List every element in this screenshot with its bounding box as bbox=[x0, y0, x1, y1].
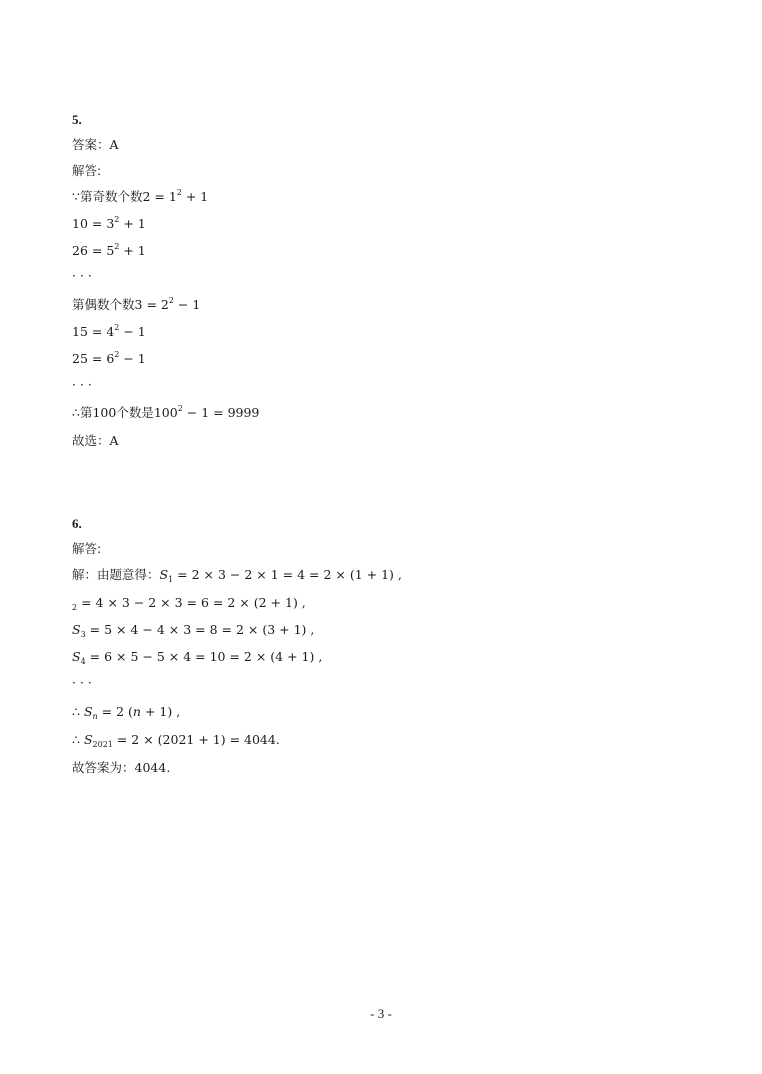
q5-answer-line bbox=[72, 137, 119, 153]
q6-s1-line bbox=[72, 567, 402, 583]
q5-solution-label: 解答: bbox=[72, 163, 102, 178]
q6-final-line bbox=[72, 760, 170, 776]
q6-intro: 解：由题意得： bbox=[72, 567, 160, 582]
q6-solution-label: 解答: bbox=[72, 541, 102, 556]
q5-conc-tail: − 1 = 9999 bbox=[182, 405, 260, 420]
question-5-number: 5. bbox=[72, 112, 82, 127]
q5-line-15 bbox=[72, 324, 146, 340]
q5-conc-base: 100 bbox=[153, 405, 178, 420]
q5-l3-tail: + 1 bbox=[119, 243, 146, 258]
q6-s2021-var: S bbox=[83, 732, 93, 747]
q5-l6-tail: − 1 bbox=[119, 351, 146, 366]
q5-conc-prefix: ∴第 bbox=[72, 405, 93, 420]
q6-s2021-rest: = 2 × (2021 + 1) = 4044. bbox=[112, 732, 280, 747]
q5-answer-label: 答案： bbox=[72, 137, 110, 152]
q5-choose-label: 故选： bbox=[72, 433, 110, 448]
q6-s2021-prefix: ∴ bbox=[72, 732, 84, 747]
q5-l3-base: 26 = 5 bbox=[72, 243, 115, 258]
q5-line-10 bbox=[72, 216, 146, 232]
q6-s1-sub: 1 bbox=[168, 575, 174, 584]
q5-l5-tail: − 1 bbox=[119, 324, 146, 339]
q5-even-base: 3 = 2 bbox=[134, 297, 169, 312]
q6-s4-rest: = 6 × 5 − 5 × 4 = 10 = 2 × (4 + 1) , bbox=[85, 649, 323, 664]
q5-conclusion-line bbox=[72, 405, 259, 421]
q6-sn-line bbox=[72, 704, 180, 720]
q5-answer-value: A bbox=[109, 137, 119, 152]
q6-sn-n: n bbox=[132, 704, 141, 719]
q6-s4-line bbox=[72, 649, 322, 665]
q6-s3-line bbox=[72, 622, 314, 638]
q5-l2-base: 10 = 3 bbox=[72, 216, 115, 231]
q5-odd-tail: + 1 bbox=[181, 189, 209, 204]
q5-choose-line bbox=[72, 433, 119, 449]
q5-l2-exp: 2 bbox=[114, 215, 120, 224]
q5-l6-exp: 2 bbox=[114, 350, 120, 359]
q6-s3-sub: 3 bbox=[80, 630, 86, 639]
question-6-number: 6. bbox=[72, 516, 82, 531]
q6-s2-rest: = 4 × 3 − 2 × 3 = 6 = 2 × (2 + 1) , bbox=[77, 595, 306, 610]
q5-l3-exp: 2 bbox=[114, 242, 120, 251]
q6-s3-var: S bbox=[72, 622, 81, 637]
q6-sn-prefix: ∴ bbox=[72, 704, 84, 719]
page-number: - 3 - bbox=[370, 1006, 392, 1021]
q6-s4-sub: 4 bbox=[80, 657, 86, 666]
q5-ellipsis-1: · · · bbox=[72, 268, 92, 283]
q5-l5-base: 15 = 4 bbox=[72, 324, 115, 339]
q6-final-value: 4044. bbox=[134, 760, 171, 775]
q5-odd-prefix: ∵第奇数个数 bbox=[72, 189, 143, 204]
q5-even-exp: 2 bbox=[168, 296, 174, 305]
q6-final-label: 故答案为： bbox=[72, 760, 135, 775]
q5-odd-line bbox=[72, 189, 208, 205]
q5-l6-base: 25 = 6 bbox=[72, 351, 115, 366]
q5-odd-base: 2 = 1 bbox=[142, 189, 177, 204]
q5-even-tail: − 1 bbox=[173, 297, 201, 312]
q5-ellipsis-2: · · · bbox=[72, 377, 92, 392]
q5-l2-tail: + 1 bbox=[119, 216, 146, 231]
q6-sn-rest-b: + 1) , bbox=[140, 704, 181, 719]
q5-choose-value: A bbox=[109, 433, 119, 448]
q5-conc-n: 100 bbox=[92, 405, 117, 420]
q6-s2-line bbox=[72, 595, 306, 611]
q6-sn-var: S bbox=[83, 704, 93, 719]
q5-even-line bbox=[72, 297, 200, 313]
q5-odd-exp: 2 bbox=[176, 188, 182, 197]
q6-s2021-sub: 2021 bbox=[92, 740, 113, 749]
q6-s1-var: S bbox=[159, 567, 169, 582]
q5-conc-exp: 2 bbox=[177, 404, 183, 413]
q6-sn-sub: n bbox=[92, 712, 98, 721]
q6-s2021-line bbox=[72, 732, 280, 748]
q5-line-26 bbox=[72, 243, 146, 259]
q6-s4-var: S bbox=[72, 649, 81, 664]
q5-even-prefix: 第偶数个数 bbox=[72, 297, 135, 312]
q5-conc-mid: 个数是 bbox=[116, 405, 154, 420]
q6-s3-rest: = 5 × 4 − 4 × 3 = 8 = 2 × (3 + 1) , bbox=[85, 622, 315, 637]
q6-sn-rest-a: = 2 ( bbox=[97, 704, 133, 719]
q6-s1-rest: = 2 × 3 − 2 × 1 = 4 = 2 × (1 + 1) , bbox=[173, 567, 402, 582]
q6-s2-sub: 2 bbox=[72, 603, 78, 612]
q6-ellipsis: · · · bbox=[72, 675, 92, 690]
q5-line-25 bbox=[72, 351, 146, 367]
q5-l5-exp: 2 bbox=[114, 323, 120, 332]
